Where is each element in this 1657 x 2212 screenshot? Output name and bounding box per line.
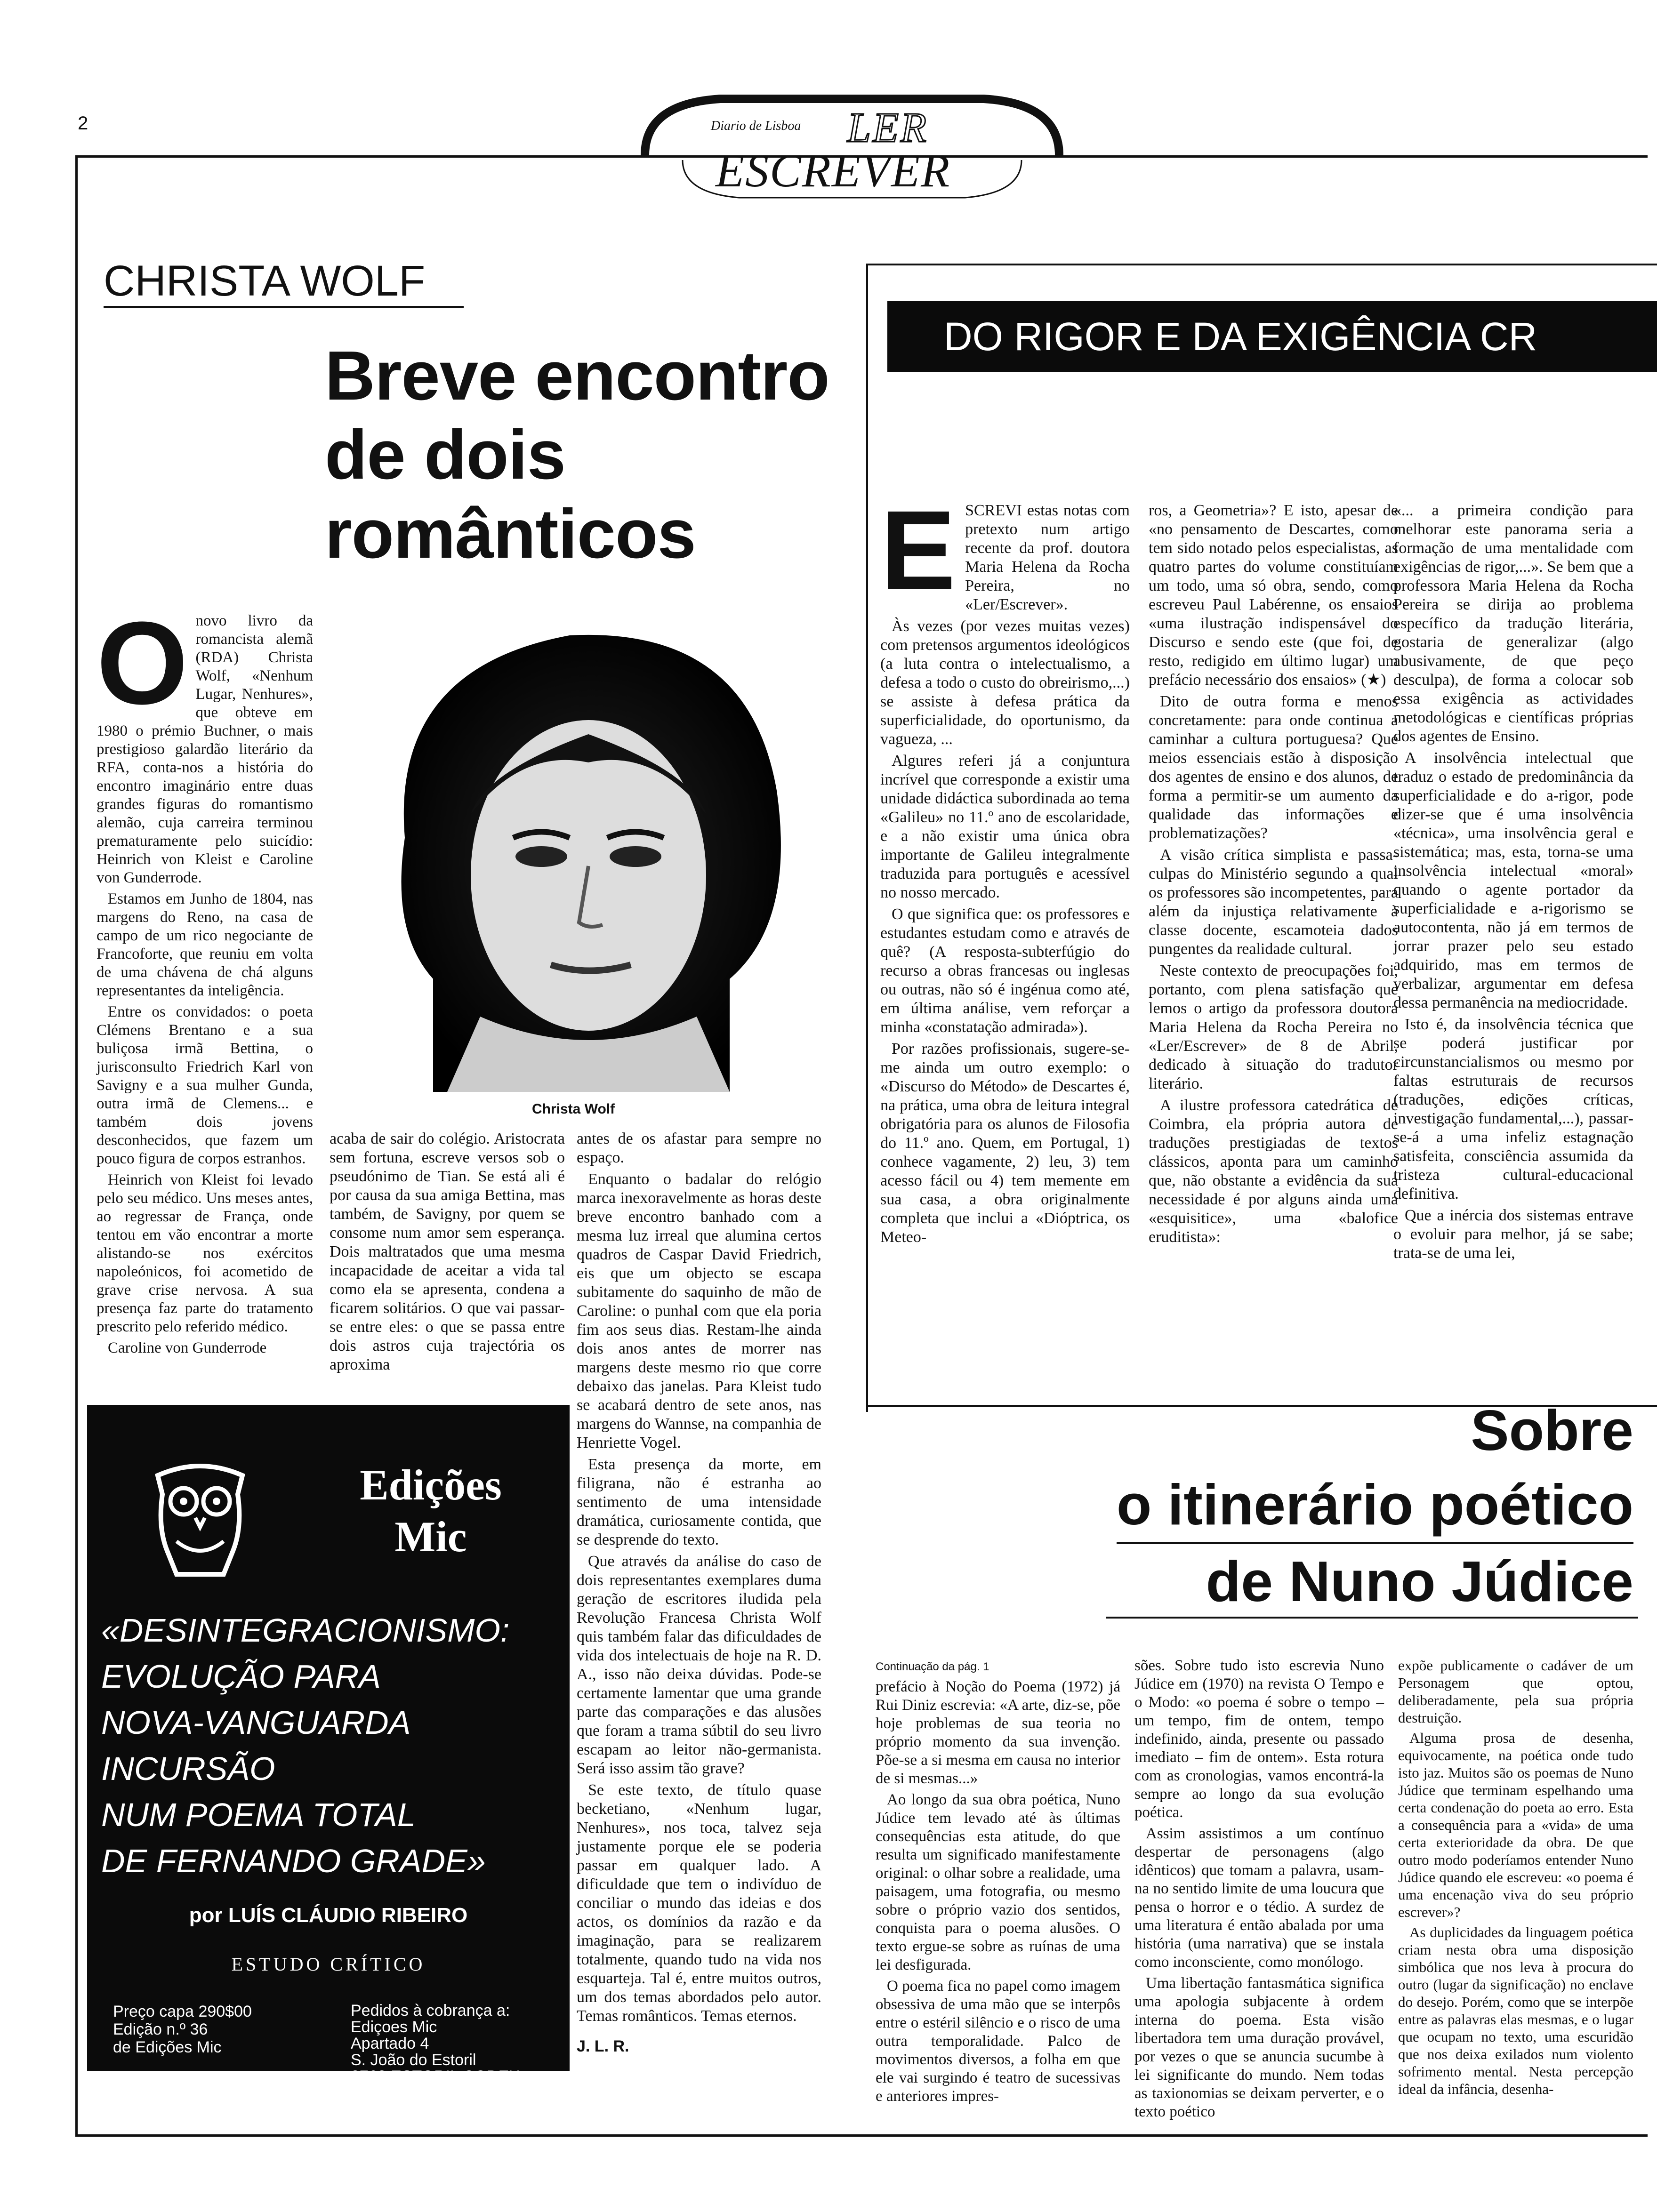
- paragraph: expõe publicamente o cadáver de um Personagem que optou, deliberadamente, pela sua própria destruição.: [1398, 1657, 1633, 1726]
- paragraph: Se este texto, de título quase becketiano, «Nenhum lugar, Nenhures», nos toca, talvez seja justamente porque ele se poderia passar em qualquer lado. A dificuldade que tem o indivíduo de conciliar o mundo das ideias e dos actos, os domínios da razão e da imaginação, para se realizarem totalmente, quando tudo na vida nos esquarteja. Tal é, entre muitos outros, um dos temas abordados pelo autor. Temas românticos. Temas eternos.: [577, 1781, 821, 2025]
- right-top-rule: [866, 264, 1657, 265]
- continuation-note: Continuação da pág. 1: [876, 1660, 989, 1673]
- paragraph: O poema fica no papel como imagem obsessiva de uma mão que se interpôs entre o estéril silêncio e o risco de uma outra temporalidade. Palco de movimentos diversos, a folha em que ele vai surgindo é teatro de sucessivas e anteriores impres-: [876, 1978, 1120, 2105]
- ad-brand: [332, 1459, 530, 1563]
- left-headline-line: românticos: [325, 495, 696, 573]
- ad-price-line: Edição n.º 36: [113, 2020, 208, 2038]
- ad-brand-line: Mic: [394, 1513, 467, 1561]
- dropcap: E: [880, 487, 956, 613]
- ad-title-line: NOVA-VANGUARDA: [101, 1704, 411, 1741]
- paragraph: Esta presença da morte, em filigrana, não é estranha ao sentimento de uma intensidade dramática, curiosamente contida, que se desprende do texto.: [577, 1456, 821, 1548]
- paragraph: «... a primeira condição para melhorar este panorama seria a formação de uma mentalidade com exigências de rigor,...». Se bem que a professora Maria Helena da Rocha Pereira se dirija ao problema específico da tradução literária, gostaria de generalizar (algo abusivamente, de que peço desculpa), de forma a colocar sob essa exigência as actividades metodológicas e científicas próprias dos agentes de Ensino.: [1393, 502, 1633, 745]
- left-headline: [325, 337, 829, 574]
- ad-title-line: INCURSÃO: [101, 1750, 275, 1787]
- paragraph: antes de os afastar para sempre no espaço.: [577, 1130, 821, 1166]
- portrait-image: [325, 593, 852, 1101]
- left-article-column-3: [577, 1130, 821, 2059]
- page-number: 2: [78, 113, 88, 134]
- paragraph: Por razões profissionais, sugere-se-me ainda um outro exemplo: o «Discurso do Método» de Descartes é, na prática, uma obra de leitura integral obrigatória para os alunos de Filosofia do 11.º ano. Quem, em Portugal, 1) conhece vagamente, 2) leu, 3) tem acesso fácil ou 4) tem memente em sua casa, a obra originalmente completa que inclui a «Dióptrica, os Meteo-: [880, 1040, 1130, 1246]
- right-article-column-2: [1149, 501, 1398, 1250]
- ad-subtitle: ESTUDO CRÍTICO: [231, 1954, 426, 1975]
- paragraph: Que a inércia dos sistemas entrave o evoluir para melhor, já se sabe; trata-se de uma lei,: [1393, 1207, 1633, 1262]
- vertical-divider: [866, 264, 868, 1412]
- paragraph: Às vezes (por vezes muitas vezes) com pretensos argumentos ideológicos (a luta contra o intelectualismo, a defesa a todo o custo do obreirismo,...) se assiste à defesa prática da superficialidade, do oportunismo, da vagueza, ...: [880, 617, 1130, 748]
- ad-order-line: 2768 ESTORIL CODEX: [351, 2068, 520, 2085]
- paragraph: prefácio à Noção do Poema (1972) já Rui Diniz escrevia: «A arte, diz-se, põe hoje problemas de sua teoria no próprio momento da sua invenção. Põe-se a si mesma em causa no interior de si mesmas...»: [876, 1678, 1120, 1787]
- bottom-headline-rule: [1106, 1617, 1638, 1619]
- ad-title-line: EVOLUÇÃO PARA: [101, 1658, 381, 1695]
- paragraph: ros, a Geometria»? E isto, apesar de «no pensamento de Descartes, como tem sido notado pelos especialistas, as quatro partes do volume constituíam um todo, uma só obra, sendo, como escreveu Paul Labérenne, os ensaios «uma ilustração indispensável do Discurso e sendo este (que foi, de resto, redigido em último lugar) um prefácio necessário dos ensaios» (★): [1149, 502, 1398, 689]
- paragraph: Enquanto o badalar do relógio marca inexoravelmente as horas deste breve encontro banhado com a mesma luz irreal que alumina certos quadros de Caspar David Friedrich, eis que um objecto se escapa subitamente do saquinho de mão de Caroline: o punhal com que ela poria fim aos seus dias. Restam-lhe ainda dois anos antes de morrer nas margens deste mesmo rio que corre debaixo das janelas. Para Kleist tudo se acabará dentro de sete anos, nas margens do Wannse, na companhia de Henriette Vogel.: [577, 1170, 821, 1451]
- paragraph: Isto é, da insolvência técnica que se poderá justificar por circunstancialismos ou mesmo por faltas estruturais de recursos (traduções, edições críticas, investigação fundamental,...), passar-se-á a uma infeliz estagnação satisfeita, consciência assumida da tristeza cultural-educacional definitiva.: [1393, 1016, 1633, 1202]
- ad-order-line: Pedidos à cobrança a:: [351, 2002, 510, 2020]
- masthead: [626, 85, 1078, 212]
- ad-title: [101, 1607, 509, 1884]
- owl-logo-icon: [148, 1457, 252, 1579]
- paragraph: Assim assistimos a um contínuo despertar de personagens (algo idênticos) que tomam a palavra, usam-na no sentido limite de uma loucura que pensa o horror e o tédio. A surdez de uma literatura é então abalada por uma história (uma narrativa) que se instala como inconsciente, como monólogo.: [1134, 1825, 1384, 1971]
- ad-price-line: de Edições Mic: [113, 2038, 222, 2056]
- ad-title-line: DE FERNANDO GRADE»: [101, 1843, 486, 1879]
- paragraph: Caroline von Gunderrode: [108, 1339, 267, 1356]
- paragraph: Algures referi já a conjuntura incrível que corresponde a existir uma unidade didáctica subordinada ao tema «Galileu» no 11.º ano de escolaridade, e a não existir uma única obra importante de Galileu integralmente traduzida para português e acessível no nosso mercado.: [880, 752, 1130, 901]
- paragraph: Uma libertação fantasmática significa uma apologia subjacente à ordem interna do poema. Esta visão libertadora tem uma duração provável, por vezes o que se anuncia sucumbe à lei significante do mundo. Nem todas as taxionomias se deixam perverter, e o texto poético: [1134, 1975, 1384, 2120]
- bottom-headline-line: Sobre: [1471, 1398, 1633, 1462]
- right-article-column-3: [1393, 501, 1633, 1266]
- bottom-article-column-1: [876, 1678, 1120, 2108]
- bottom-headline-line: o itinerário poético: [1117, 1467, 1633, 1544]
- left-article-column-2: [330, 1130, 565, 1377]
- paragraph: Heinrich von Kleist foi levado pelo seu médico. Uns meses antes, ao regressar de França, onde tentou em vão encontrar a morte alistando-se nos exércitos napoleónicos, foi acometido de grave crise nervosa. A sua presença faz parte do tratamento prescrito pelo referido médico.: [97, 1171, 313, 1335]
- paragraph: A insolvência intelectual que traduz o estado de predominância da superficialidade e do a-rigor, pode dizer-se que é uma insolvência «técnica», uma insolvência geral e sistemática; mas, esta, torna-se uma insolvência intelectual «moral» quando o agente portador da superficialidade e a-rigorismo se autocontenta, não já em termos de jorrar prazer pelo seu estado adquirido, mas em termos de verbalizar, argumentar em defesa dessa permanência na mediocridade.: [1393, 749, 1633, 1011]
- paragraph: Estamos em Junho de 1804, nas margens do Reno, na casa de campo de um rico negociante de Francoforte, que reuniu em volta de uma chávena de chá alguns representantes da inteligência.: [97, 890, 313, 999]
- paragraph: Alguma prosa de desenha, equivocamente, na poética onde tudo isto jaz. Muitos são os poemas de Nuno Júdice que terminam espelhando uma certa condenação do poeta ao erro. Esta a consequência para a «vida» de uma certa exterioridade da obra. De que outro modo poderíamos entender Nuno Júdice quando ele escreveu: «o poema é uma encenação viva do seu próprio escrever»?: [1398, 1730, 1633, 1920]
- paragraph: Neste contexto de preocupações foi, portanto, com plena satisfação que lemos o artigo da professora doutora Maria Helena da Rocha Pereira no «Ler/Escrever» de 8 de Abril, dedicado à situação do tradutor literário.: [1149, 962, 1398, 1092]
- ad-order-line: Apartado 4: [351, 2035, 429, 2052]
- paragraph: A ilustre professora catedrática de Coimbra, ela própria autora de traduções prestigiadas de textos clássicos, aponta para um caminho que, não obstante a evidência da sua necessidade é por alguns ainda uma «esquisitice», uma «balofice eruditista»:: [1149, 1097, 1398, 1246]
- paragraph: acaba de sair do colégio. Aristocrata sem fortuna, escreve versos sob o pseudónimo de Tian. Se está ali é por causa da sua amiga Bettina, mas também, de Savigny, por quem se consome num amor sem esperança. Dois maltratados que uma mesma incapacidade de aceitar a vida tal como ela se apresenta, condena a ficarem solitários. O que vai passar-se entre eles: o que se passa entre dois astros cuja trajectória os aproxima: [330, 1130, 565, 1373]
- left-headline-line: de dois: [325, 416, 566, 494]
- author-photo: [325, 593, 852, 1117]
- dropcap: O: [97, 597, 188, 729]
- photo-caption: Christa Wolf: [532, 1101, 615, 1117]
- paragraph: Ao longo da sua obra poética, Nuno Júdice tem levado até às últimas consequências esta atitude, do que resulta um significado manifestamente original: o olhar sobre a realidade, uma paisagem, uma fotografia, ou mesmo sobre o próprio vazio dos sentidos, conquista para o poema alusões. O texto ergue-se sobre as ruínas de uma lei desfigurada.: [876, 1791, 1120, 1973]
- bottom-article-column-2: [1134, 1657, 1384, 2124]
- right-article-column-1: [880, 487, 1130, 1250]
- paragraph: Que através da análise do caso de dois representantes exemplares duma geração de escritores iludida pela Revolução Francesa Christa Wolf quis também falar das dificuldades de vida dos intelectuais de hoje na R. D. A., isso não deixa dúvidas. Pode-se certamente lamentar que uma grande parte das comparações e das alusões que foram a trama súbtil do seu livro escapam ao leitor não-germanista. Será isso assim tão grave?: [577, 1553, 821, 1777]
- bottom-headline: [1117, 1393, 1633, 1619]
- bottom-frame-rule: [75, 2134, 1648, 2137]
- ad-title-line: «DESINTEGRACIONISMO:: [101, 1612, 510, 1649]
- signature: J. L. R.: [577, 2037, 629, 2055]
- ad-brand-line: Edições: [360, 1461, 502, 1509]
- ad-order-line: Ediçoes Mic: [351, 2018, 437, 2036]
- ad-title-line: NUM POEMA TOTAL: [101, 1796, 416, 1833]
- left-article-column-1: [97, 597, 313, 1360]
- bottom-article-column-3: [1398, 1657, 1633, 2100]
- masthead-title-bottom: ESCREVER: [716, 144, 951, 197]
- ad-order-line: S. João do Estoril: [351, 2051, 476, 2069]
- right-banner: DO RIGOR E DA EXIGÊNCIA CR: [887, 301, 1657, 372]
- ad-orders: [351, 2003, 520, 2085]
- ad-author: por LUÍS CLÁUDIO RIBEIRO: [189, 1904, 468, 1927]
- paragraph: SCREVI estas notas com pretexto num artigo recente da prof. doutora Maria Helena da Rocha Pereira, no «Ler/Escrever».: [965, 502, 1130, 613]
- kicker: CHRISTA WOLF: [104, 257, 426, 305]
- paragraph: sões. Sobre tudo isto escrevia Nuno Júdice em (1970) na revista O Tempo e o Modo: «o poema é sobre o tempo – um tempo, fim de ontem, tempo indefinido, ainda, presente ou passado imediato – fim de ontem». Esta rotura com as cronologias, vamos encontrá-la sempre ao longo da sua evolução poética.: [1134, 1657, 1384, 1821]
- bottom-headline-line: de Nuno Júdice: [1206, 1549, 1633, 1613]
- masthead-newspaper: Diario de Lisboa: [711, 119, 801, 133]
- paragraph: novo livro da romancista alemã (RDA) Christa Wolf, «Nenhum Lugar, Nenhures», que obteve em 1980 o prémio Buchner, o mais prestigioso galardão literário da RFA, conta-nos a história do encontro imaginário entre duas grandes figuras do romantismo alemão, cuja carreira terminou prematuramente pelo suicídio: Heinrich von Kleist e Caroline von Gunderrode.: [97, 612, 313, 886]
- masthead-title-top: LER: [847, 104, 929, 151]
- ad-price: [113, 2003, 252, 2056]
- paragraph: Dito de outra forma e menos concretamente: para onde continua a caminhar a cultura portuguesa? Que meios essenciais estão à disposição dos agentes de ensino e dos alunos, de forma a permitir-se um aumento da qualidade das informações e problematizações?: [1149, 693, 1398, 842]
- kicker-underline: [104, 306, 464, 308]
- ad-price-line: Preço capa 290$00: [113, 2003, 252, 2020]
- left-frame-rule: [75, 155, 78, 2137]
- paragraph: As duplicidades da linguagem poética criam nesta obra uma disposição simbólica que nos leva à procura do outro (lugar da significação) no enclave do desejo. Porém, como que se interpõe entre as palavras elas mesmas, e o lugar que ocupam no texto, uma escuridão que nos deixa exilados num violento sofrimento mental. Nesta percepção ideal da infância, desenha-: [1398, 1924, 1633, 2097]
- left-headline-line: Breve encontro: [325, 337, 829, 415]
- ad-box: [87, 1405, 570, 2085]
- paragraph: A visão crítica simplista e passa-culpas do Ministério segundo a qual os professores são incompetentes, para além da injustiça relativamente à classe docente, escamoteia dados pungentes da realidade cultural.: [1149, 846, 1398, 958]
- paragraph: O que significa que: os professores e estudantes estudam como e através de quê? (A resposta-subterfúgio do recurso a obras francesas ou inglesas ou outras, não só é ingénua como até, em última análise, vem reforçar a minha «constatação admirada»).: [880, 906, 1130, 1036]
- paragraph: Entre os convidados: o poeta Clémens Brentano e a sua buliçosa irmã Bettina, o jurisconsulto Friedrich Karl von Savigny e a sua mulher Gunda, outra irmã de Clemens... e também dois jovens desconhecidos, que fazem um pouco figura de corpos estranhos.: [97, 1003, 313, 1167]
